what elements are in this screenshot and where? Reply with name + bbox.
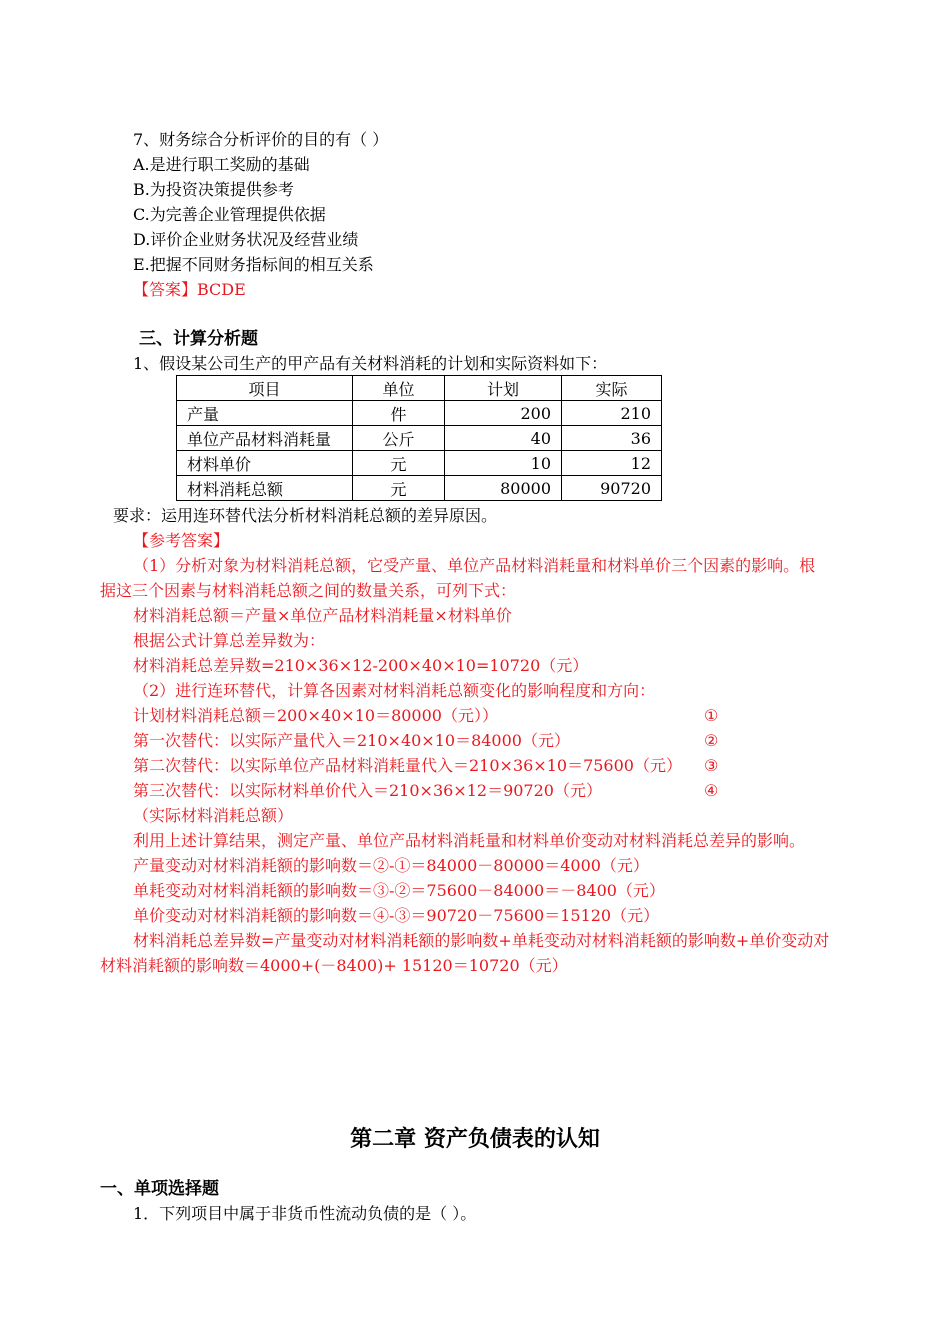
calc-q1-intro: 1、假设某公司生产的甲产品有关材料消耗的计划和实际资料如下： [133,354,608,373]
step-marker: ① [704,706,719,725]
answer-line: 计划材料消耗总额＝200×40×10＝80000（元）） [133,706,498,725]
answer-line: 利用上述计算结果，测定产量、单位产品材料消耗量和材料单价变动对材料消耗总差异的影响。 [133,831,806,850]
table-row [177,476,662,501]
option-d: D.评价企业财务状况及经营业绩 [133,230,359,249]
table-header: 实际 [562,376,662,401]
table-header: 计划 [445,376,562,401]
answer-line: （实际材料消耗总额） [133,806,294,825]
material-table [176,375,662,501]
table-cell: 40 [445,426,562,451]
table-row [177,401,662,426]
table-header: 单位 [353,376,445,401]
option-e: E.把握不同财务指标间的相互关系 [133,255,374,274]
table-cell: 材料单价 [177,451,353,476]
chapter-title: 第二章 资产负债表的认知 [350,1127,600,1152]
step-marker: ② [704,731,719,750]
answer-line: 材料消耗额的影响数＝4000+(－8400)+ 15120＝10720（元） [100,956,568,975]
table-cell: 36 [562,426,662,451]
option-a: A.是进行职工奖励的基础 [133,155,310,174]
table-cell: 材料消耗总额 [177,476,353,501]
answer-line: 根据公式计算总差异数为： [133,631,326,650]
table-cell: 元 [353,451,445,476]
answer-line: （1）分析对象为材料消耗总额，它受产量、单位产品材料消耗量和材料单价三个因素的影响。根 [133,556,816,575]
table-row [177,451,662,476]
answer-line: 材料消耗总差异数=产量变动对材料消耗额的影响数+单耗变动对材料消耗额的影响数+单价变动对 [133,931,830,950]
answer-line: 据这三个因素与材料消耗总额之间的数量关系，可列下式： [100,581,517,600]
answer-line: 单价变动对材料消耗额的影响数＝④-③＝90720－75600＝15120（元） [133,906,660,925]
answer-line: 材料消耗总额＝产量×单位产品材料消耗量×材料单价 [133,606,512,625]
option-c: C.为完善企业管理提供依据 [133,205,326,224]
answer-line: 第三次替代：以实际材料单价代入＝210×36×12＝90720（元） [133,781,602,800]
section-title-calc: 三、计算分析题 [139,329,258,349]
table-cell: 90720 [562,476,662,501]
table-cell: 200 [445,401,562,426]
table-cell: 单位产品材料消耗量 [177,426,353,451]
table-cell: 80000 [445,476,562,501]
table-cell: 产量 [177,401,353,426]
section-title-single-choice: 一、单项选择题 [100,1179,219,1199]
table-cell: 件 [353,401,445,426]
table-header-row [177,376,662,401]
answer-line: 第二次替代：以实际单位产品材料消耗量代入＝210×36×10＝75600（元） [133,756,682,775]
answer-line: 单耗变动对材料消耗额的影响数＝③-②＝75600－84000＝－8400（元） [133,881,665,900]
step-marker: ③ [704,756,719,775]
table-cell: 公斤 [353,426,445,451]
requirement-text: 要求：运用连环替代法分析材料消耗总额的差异原因。 [113,506,498,525]
table-cell: 210 [562,401,662,426]
table-cell: 10 [445,451,562,476]
option-b: B.为投资决策提供参考 [133,180,294,199]
step-marker: ④ [704,781,719,800]
question-7: 7、财务综合分析评价的目的有（ ） [133,130,389,149]
reference-answer-label: 【参考答案】 [133,531,230,550]
answer-line: 第一次替代：以实际产量代入＝210×40×10＝84000（元） [133,731,570,750]
answer-line: （2）进行连环替代，计算各因素对材料消耗总额变化的影响程度和方向： [133,681,656,700]
answer-line: 材料消耗总差异数=210×36×12-200×40×10=10720（元） [133,656,589,675]
answer-line: 产量变动对材料消耗额的影响数＝②-①＝84000－80000＝4000（元） [133,856,649,875]
table-cell: 元 [353,476,445,501]
chapter2-question-1: 1．下列项目中属于非货币性流动负债的是（ ）。 [133,1204,477,1223]
table-cell: 12 [562,451,662,476]
answer-q7: 【答案】BCDE [133,280,246,299]
table-header: 项目 [177,376,353,401]
table-row [177,426,662,451]
